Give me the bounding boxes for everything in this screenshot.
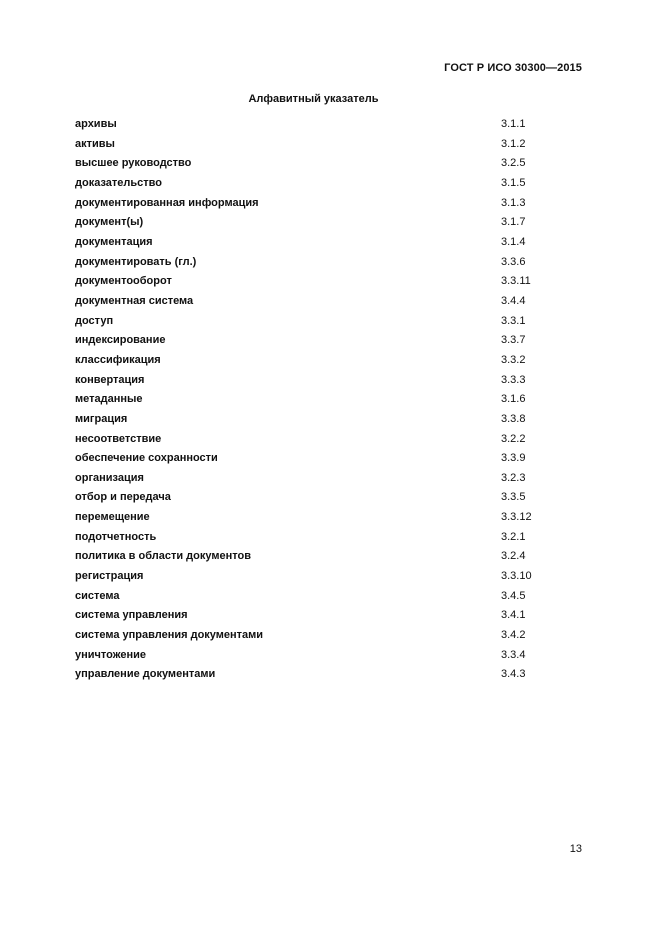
index-entry: [75, 314, 545, 334]
index-ref: 3.1.5: [501, 176, 526, 189]
index-ref: 3.3.11: [501, 275, 531, 288]
index-ref: 3.2.3: [501, 471, 526, 484]
index-ref: 3.3.2: [501, 353, 526, 366]
index-entry: [75, 471, 545, 491]
index-entry: [75, 274, 545, 294]
index-entry: [75, 510, 545, 530]
index-entry: [75, 196, 545, 216]
index-ref: 3.3.5: [501, 491, 526, 504]
index-term: управление документами: [75, 668, 216, 681]
index-ref: 3.1.1: [501, 118, 526, 130]
index-ref: 3.3.7: [501, 334, 526, 347]
index-term: система: [75, 589, 120, 602]
index-term: организация: [75, 471, 144, 484]
index-term: система управления документами: [75, 629, 264, 642]
index-ref: 3.4.4: [501, 294, 526, 307]
index-term: доступ: [75, 314, 114, 327]
index-entry: [75, 608, 545, 628]
index-title: Алфавитный указатель: [248, 93, 379, 105]
index-term: активы: [75, 137, 115, 150]
index-term: обеспечение сохранности: [75, 452, 218, 465]
index-entry: [75, 117, 545, 137]
index-term: подотчетность: [75, 530, 157, 543]
index-term: архивы: [75, 118, 117, 130]
index-entry: [75, 294, 545, 314]
index-term: конвертация: [75, 373, 145, 386]
index-ref: 3.2.1: [501, 530, 526, 543]
index-ref: 3.1.6: [501, 393, 526, 406]
index-ref: 3.4.1: [501, 609, 526, 622]
index-entry: [75, 451, 545, 471]
index-term: доказательство: [75, 176, 162, 189]
index-entry: [75, 569, 545, 589]
index-term: отбор и передача: [75, 491, 171, 504]
index-entry: [75, 667, 545, 687]
index-entry: [75, 589, 545, 609]
index-term: классификация: [75, 353, 161, 366]
index-term: документированная информация: [75, 196, 259, 209]
index-term: документация: [75, 235, 153, 248]
index-entry: [75, 490, 545, 510]
index-entry: [75, 549, 545, 569]
index-ref: 3.3.10: [501, 570, 532, 583]
index-ref: 3.3.1: [501, 314, 526, 327]
index-term: миграция: [75, 412, 128, 425]
index-ref: 3.1.4: [501, 235, 526, 248]
index-entry: [75, 333, 545, 353]
index-entry: [75, 137, 545, 157]
index-ref: 3.4.2: [501, 629, 526, 642]
standard-code: ГОСТ Р ИСО 30300—2015: [444, 62, 582, 74]
index-entry: [75, 648, 545, 668]
index-entry: [75, 432, 545, 452]
index-entry: [75, 353, 545, 373]
index-entry: [75, 176, 545, 196]
index-term: документооборот: [75, 275, 172, 288]
index-ref: 3.4.3: [501, 668, 526, 681]
index-ref: 3.2.5: [501, 157, 526, 170]
index-entry: [75, 156, 545, 176]
index-entry: [75, 628, 545, 648]
index-ref: 3.3.12: [501, 511, 532, 524]
index-term: документировать (гл.): [75, 255, 197, 268]
index-entry: [75, 215, 545, 235]
page-number: 13: [569, 843, 582, 855]
index-term: документная система: [75, 294, 194, 307]
index-term: регистрация: [75, 570, 144, 583]
index-ref: 3.2.2: [501, 432, 526, 445]
index-ref: 3.3.3: [501, 373, 526, 386]
index-ref: 3.3.4: [501, 648, 526, 661]
index-term: высшее руководство: [75, 157, 192, 170]
index-ref: 3.3.8: [501, 412, 526, 425]
index-entry: [75, 373, 545, 393]
index-term: система управления: [75, 609, 188, 622]
index-term: перемещение: [75, 511, 150, 524]
index-ref: 3.3.9: [501, 452, 526, 465]
index-ref: 3.3.6: [501, 255, 526, 268]
index-entry: [75, 530, 545, 550]
index-ref: 3.4.5: [501, 589, 526, 602]
index-ref: 3.1.2: [501, 137, 526, 150]
index-entry: [75, 412, 545, 432]
index-ref: 3.2.4: [501, 550, 526, 563]
index-entry: [75, 392, 545, 412]
index-entry: [75, 235, 545, 255]
index-ref: 3.1.7: [501, 216, 526, 229]
index-term: несоответствие: [75, 432, 162, 445]
index-entry: [75, 255, 545, 275]
index-term: документ(ы): [75, 216, 144, 229]
index-ref: 3.1.3: [501, 196, 526, 209]
index-term: индексирование: [75, 334, 166, 347]
index-term: политика в области документов: [75, 550, 251, 563]
alphabetical-index: [75, 117, 545, 687]
index-term: метаданные: [75, 393, 143, 406]
index-term: уничтожение: [75, 648, 147, 661]
